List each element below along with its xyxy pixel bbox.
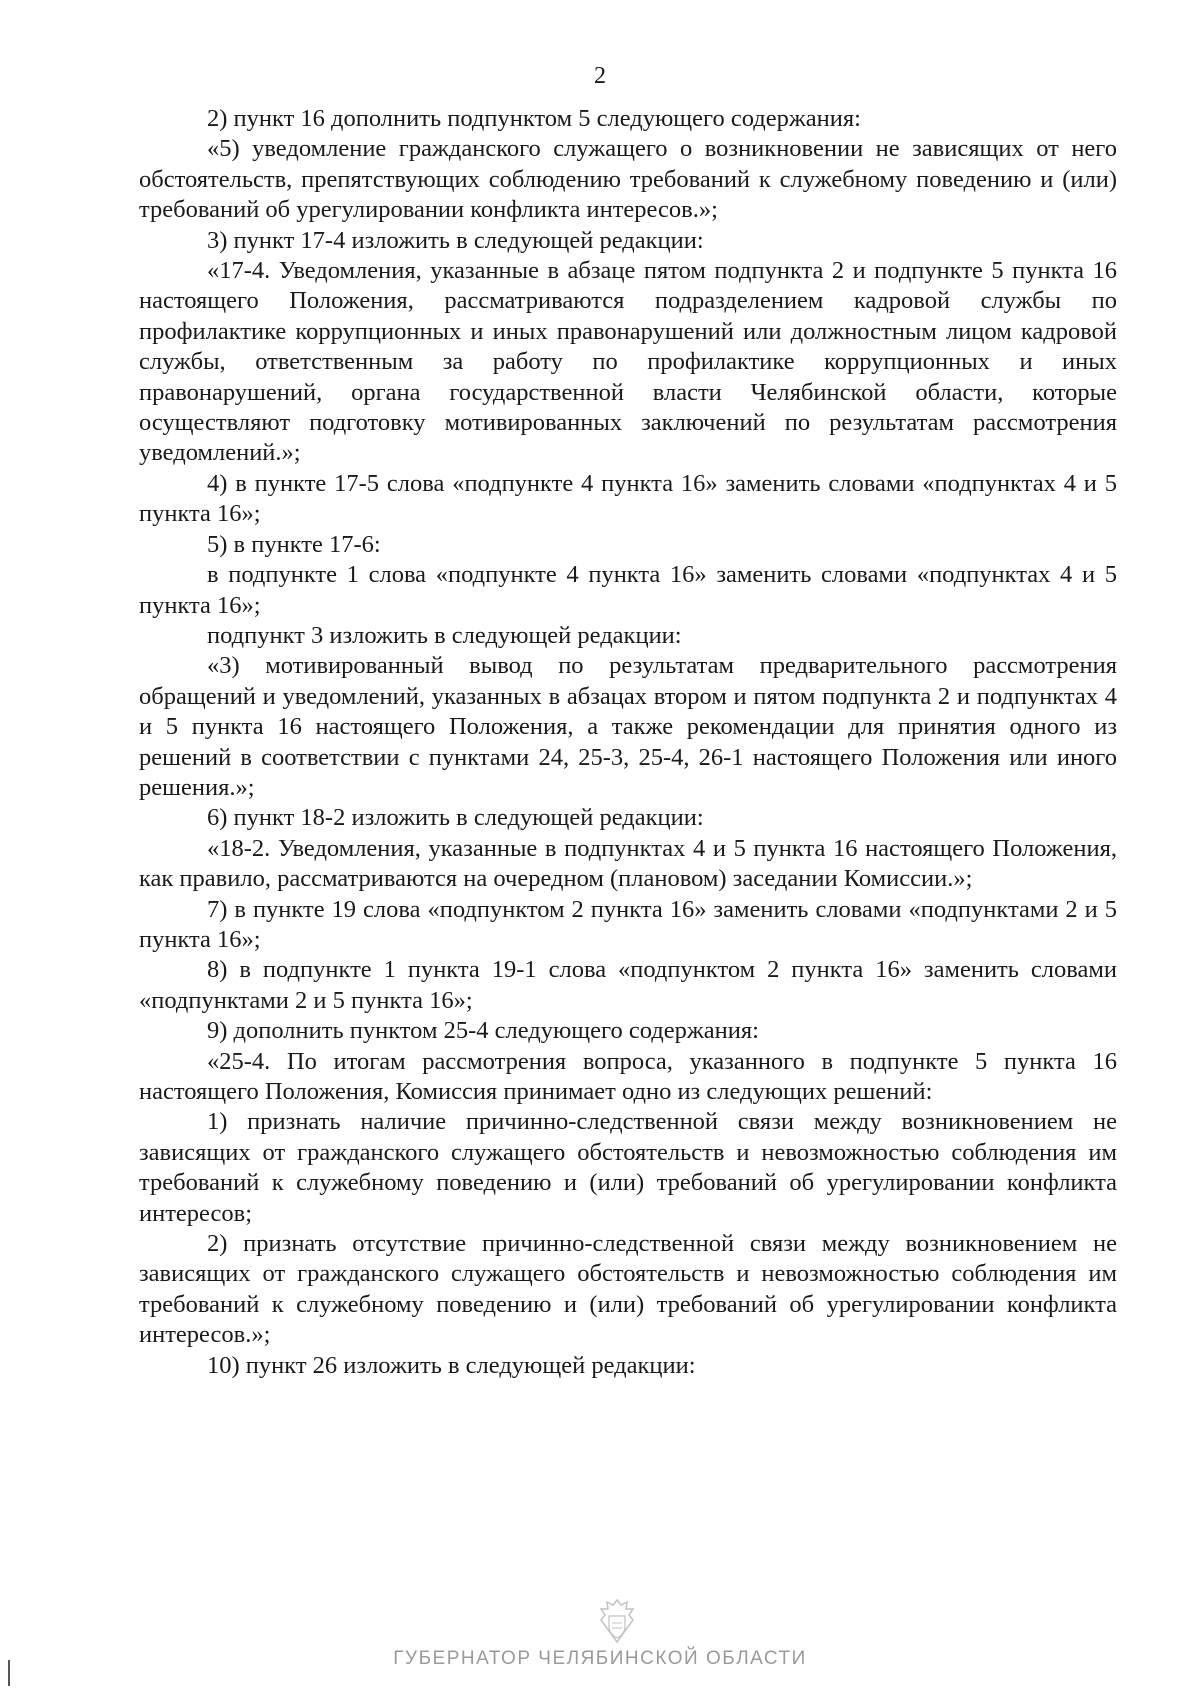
page-number: 2 <box>594 63 606 89</box>
paragraph: 2) пункт 16 дополнить подпунктом 5 следующего содержания: <box>207 105 861 132</box>
footer-title: ГУБЕРНАТОР ЧЕЛЯБИНСКОЙ ОБЛАСТИ <box>393 1648 807 1669</box>
paragraph: 10) пункт 26 изложить в следующей редакции: <box>207 1351 696 1379</box>
paragraph: 7) в пункте 19 слова «подпунктом 2 пункта 16» заменить словами «подпунктами 2 и 5 пункта 16»; <box>139 895 1117 953</box>
paragraph: 9) дополнить пунктом 25-4 следующего содержания: <box>207 1017 759 1045</box>
paragraph: подпункт 3 изложить в следующей редакции: <box>207 621 682 649</box>
scan-artifact <box>8 1660 10 1686</box>
paragraph: 3) пункт 17-4 изложить в следующей редакции: <box>207 226 704 254</box>
paragraph: «17-4. Уведомления, указанные в абзаце пятом подпункта 2 и подпункте 5 пункта 16 настоящего Положения, рассматриваются подразделением кадровой службы по профилактике коррупционных и иных правонарушений или должностным лицом кадровой службы, ответственным за работу по профилактике коррупционных и иных правонарушений, органа государственной власти Челябинской области, которые осуществляют подготовку мотивированных заключений по результатам рассмотрения уведомлений.»; <box>139 257 1117 467</box>
paragraph: 4) в пункте 17-5 слова «подпункте 4 пункта 16» заменить словами «подпунктах 4 и 5 пункта 16»; <box>139 469 1117 528</box>
coat-of-arms-icon <box>591 1596 643 1646</box>
paragraph: 8) в подпункте 1 пункта 19-1 слова «подпунктом 2 пункта 16» заменить словами «подпунктами 2 и 5 пункта 16»; <box>139 956 1117 1014</box>
paragraph: «3) мотивированный вывод по результатам предварительного рассмотрения обращений и уведомлений, указанных в абзацах втором и пятом подпункта 2 и подпунктах 4 и 5 пункта 16 настоящего Положения, а также рекомендации для принятия одного из решений в соответствии с пунктами 24, 25-3, 25-4, 26-1 настоящего Положения или иного решения.»; <box>139 652 1117 801</box>
paragraph: 5) в пункте 17-6: <box>207 530 381 558</box>
paragraph: «25-4. По итогам рассмотрения вопроса, указанного в подпункте 5 пункта 16 настоящего Положения, Комиссия принимает одно из следующих решений: <box>139 1047 1117 1105</box>
paragraph: 1) признать наличие причинно-следственной связи между возникновением не зависящих от гражданского служащего обстоятельств и невозможностью соблюдения им требований к служебному поведению и (или) требований об урегулировании конфликта интересов; <box>139 1108 1117 1227</box>
paragraph: «5) уведомление гражданского служащего о возникновении не зависящих от него обстоятельств, препятствующих соблюдению требований к служебному поведению и (или) требований об урегулировании конфликта интересов.»; <box>139 135 1117 224</box>
paragraph: 6) пункт 18-2 изложить в следующей редакции: <box>207 804 704 832</box>
paragraph: в подпункте 1 слова «подпункте 4 пункта 16» заменить словами «подпунктах 4 и 5 пункта 16»; <box>139 561 1117 619</box>
document-body <box>139 104 1117 1381</box>
paragraph: 2) признать отсутствие причинно-следственной связи между возникновением не зависящих от гражданского служащего обстоятельств и невозможностью соблюдения им требований к служебному поведению и (или) требований об урегулировании конфликта интересов.»; <box>139 1230 1117 1349</box>
paragraph: «18-2. Уведомления, указанные в подпунктах 4 и 5 пункта 16 настоящего Положения, как правило, рассматриваются на очередном (плановом) заседании Комиссии.»; <box>139 834 1117 893</box>
